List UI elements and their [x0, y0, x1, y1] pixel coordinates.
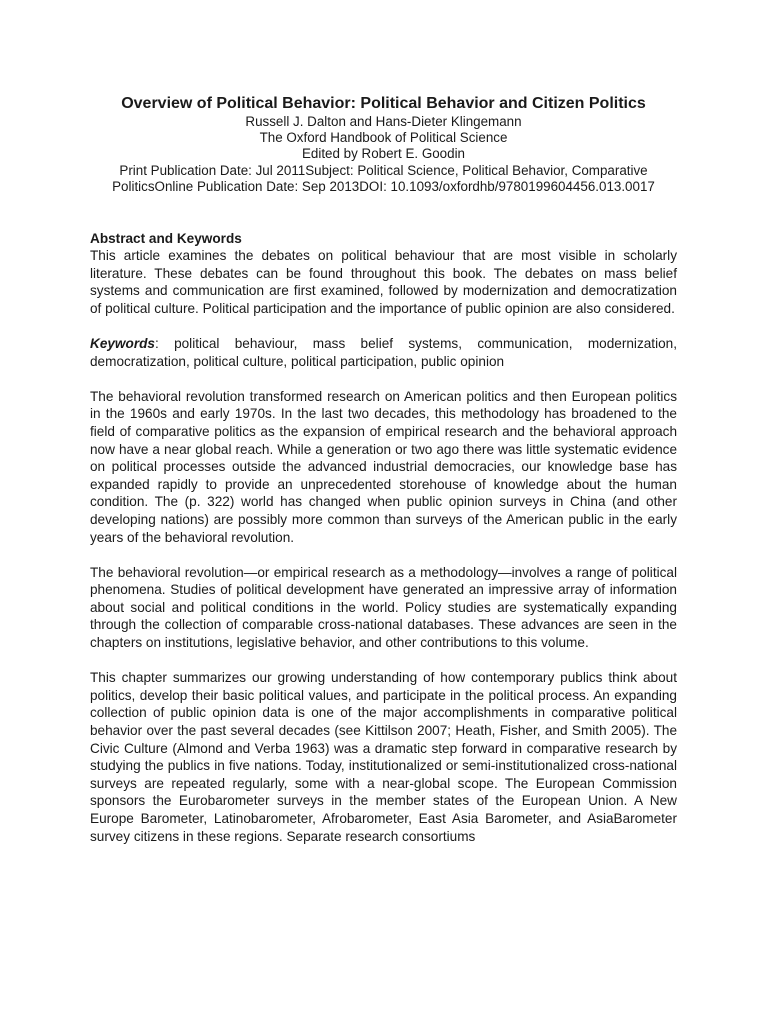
- document-page: [90, 94, 677, 845]
- abstract-heading: Abstract and Keywords: [90, 231, 242, 247]
- keywords-label: Keywords: [90, 335, 155, 351]
- body-paragraph: The behavioral revolution—or empirical research as a methodology—involves a range of political phenomena. Studies of political development have generated an impressive array of information about social and political conditions in the world. Policy studies are systematically expanding through the collection of comparable cross-national databases. These advances are seen in the chapters on institutions, legislative behavior, and other contributions to this volume.: [90, 564, 677, 651]
- body-paragraph: This chapter summarizes our growing understanding of how contemporary publics think about politics, develop their basic political values, and participate in the political process. An expanding collection of public opinion data is one of the major accomplishments in comparative political behavior over the past several decades (see Kittilson 2007; Heath, Fisher, and Smith 2005). The Civic Culture (Almond and Verba 1963) was a dramatic step forward in comparative research by studying the publics in five nations. Today, institutionalized or semi-institutionalized cross-national surveys are repeated regularly, some with a near-global scope. The European Commission sponsors the Eurobarometer surveys in the member states of the European Union. A New Europe Barometer, Latinobarometer, Afrobarometer, East Asia Barometer, and AsiaBarometer survey citizens in these regions. Separate research consortiums: [90, 670, 677, 844]
- publication-info-line-2: PoliticsOnline Publication Date: Sep 2013DOI: 10.1093/oxfordhb/9780199604456.013.0017: [112, 178, 655, 194]
- document-header: [90, 94, 677, 195]
- abstract-text: This article examines the debates on political behaviour that are most visible in scholarly literature. These debates can be found throughout this book. The debates on mass belief systems and communication are first examined, followed by modernization and democratization of political culture. Political participation and the importance of public opinion are also considered.: [90, 248, 677, 316]
- keywords-separator: :: [154, 335, 159, 351]
- keywords-paragraph: [90, 335, 677, 370]
- authors: Russell J. Dalton and Hans-Dieter Klingemann: [245, 114, 522, 129]
- keywords-text: political behaviour, mass belief systems, communication, modernization, democratization, political culture, political participation, public opinion: [90, 335, 677, 369]
- editor: Edited by Robert E. Goodin: [301, 146, 465, 162]
- handbook-name: The Oxford Handbook of Political Science: [259, 130, 508, 146]
- publication-info-line-1: Print Publication Date: Jul 2011Subject: Political Science, Political Behavior, Comparative: [119, 162, 648, 178]
- document-title: Overview of Political Behavior: Political Behavior and Citizen Politics: [121, 95, 646, 112]
- body-paragraph: The behavioral revolution transformed research on American politics and then European politics in the 1960s and early 1970s. In the last two decades, this methodology has broadened to the field of comparative politics as the expansion of empirical research and the behavioral approach now have a near global reach. While a generation or two ago there was little systematic evidence on political processes outside the advanced industrial democracies, our knowledge base has expanded rapidly to provide an unprecedented storehouse of knowledge about the human condition. The (p. 322) world has changed when public opinion surveys in China (and other developing nations) are possibly more common than surveys of the American public in the early years of the behavioral revolution.: [90, 388, 677, 545]
